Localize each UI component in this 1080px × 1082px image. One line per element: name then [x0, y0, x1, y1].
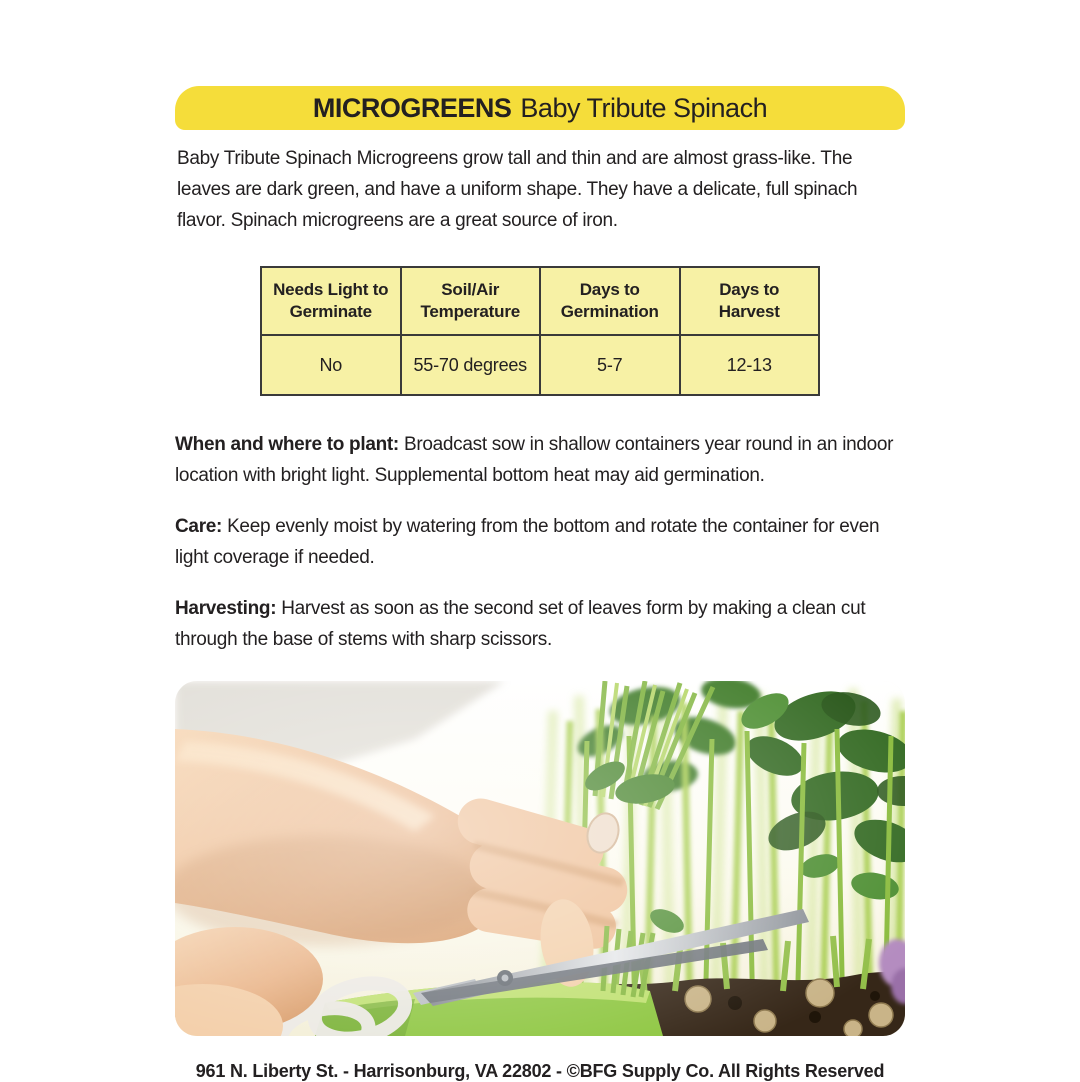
section-care [175, 511, 905, 573]
harvest-photo-illustration [175, 681, 905, 1036]
section-harvesting [175, 593, 905, 655]
label-page [175, 0, 905, 1036]
col-header-needs-light: Needs Light to Germinate [261, 267, 401, 335]
value-needs-light: No [261, 335, 401, 395]
section-when-and-where-text: Broadcast sow in shallow containers year round in an indoor location with bright light. Supplemental bottom heat may aid germination. [175, 434, 894, 486]
product-variety: Baby Tribute Spinach [520, 92, 768, 123]
section-when-and-where [175, 429, 905, 491]
value-days-to-germination: 5-7 [540, 335, 680, 395]
section-care-label: Care: [175, 516, 223, 537]
col-header-days-to-harvest: Days to Harvest [680, 267, 820, 335]
col-header-soil-air-temperature: Soil/Air Temperature [401, 267, 541, 335]
section-care-text: Keep evenly moist by watering from the bottom and rotate the container for even light coverage if needed. [175, 516, 880, 568]
table-value-row [261, 335, 819, 395]
product-description: Baby Tribute Spinach Microgreens grow tall and thin and are almost grass-like. The leaves are dark green, and have a uniform shape. They have a delicate, full spinach flavor. Spinach microgreens are a great source of iron. [177, 148, 858, 231]
table-header-row [261, 267, 819, 335]
section-harvesting-text: Harvest as soon as the second set of leaves form by making a clean cut through the base of stems with sharp scissors. [175, 598, 866, 650]
growing-info-table [260, 266, 820, 396]
section-when-and-where-label: When and where to plant: [175, 434, 399, 455]
title-banner [175, 86, 905, 130]
harvest-photo [175, 681, 905, 1036]
footer-address: 961 N. Liberty St. - Harrisonburg, VA 22802 - ©BFG Supply Co. All Rights Reserved [195, 1061, 885, 1081]
value-days-to-harvest: 12-13 [680, 335, 820, 395]
section-harvesting-label: Harvesting: [175, 598, 277, 619]
value-soil-air-temperature: 55-70 degrees [401, 335, 541, 395]
product-category: MICROGREENS [312, 92, 512, 123]
col-header-days-to-germination: Days to Germination [540, 267, 680, 335]
